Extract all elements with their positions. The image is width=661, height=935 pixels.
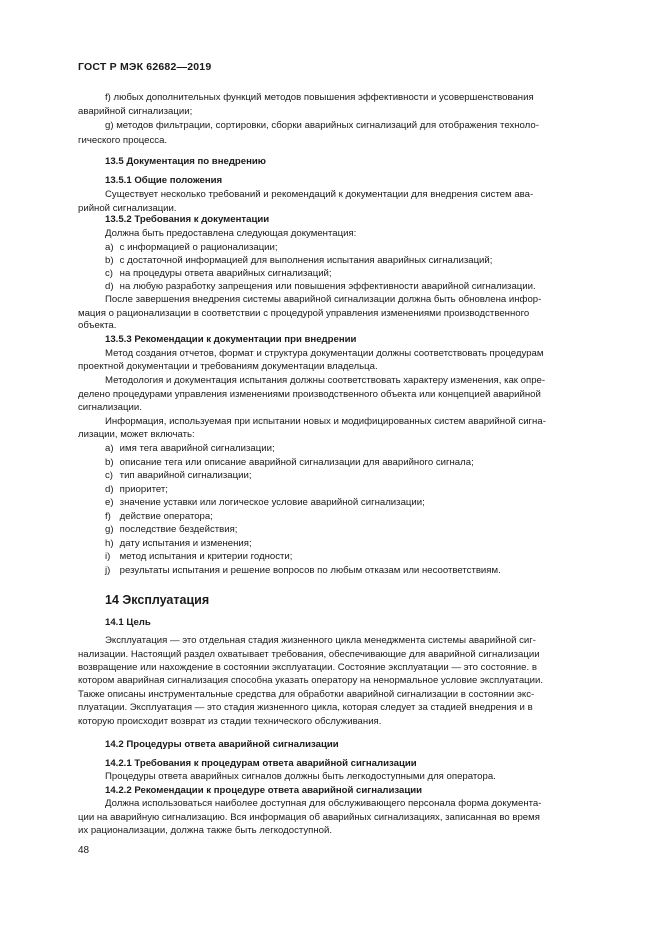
subsection-heading-14-2-1: 14.2.1 Требования к процедурам ответа аварийной сигнализации xyxy=(105,758,417,769)
subsection-heading-14-2-2: 14.2.2 Рекомендации к процедуре ответа аварийной сигнализации xyxy=(105,785,423,796)
text-line: мация о рационализации в соответствии с процедурой управления изменениями производственного xyxy=(78,308,530,319)
page-number: 48 xyxy=(78,845,90,856)
text-line: Информация, используемая при испытании новых и модифицированных систем аварийной сигна- xyxy=(105,416,546,427)
text-line: сигнализации. xyxy=(78,402,142,413)
list-marker: d) xyxy=(105,281,114,292)
list-item-text: с информацией о рационализации; xyxy=(119,242,278,253)
text-line: их рационализации, должна также быть легкодоступной. xyxy=(78,825,333,836)
list-item xyxy=(105,281,536,293)
section-heading-14: 14 Эксплуатация xyxy=(105,593,210,607)
list-marker: b) xyxy=(105,255,114,266)
text-line: котором аварийная сигнализация способна указать оператору на ненормальное условие эксплуатации. xyxy=(78,675,544,686)
list-item-text: результаты испытания и решение вопросов по любым отказам или несоответствиям. xyxy=(119,565,501,576)
list-item xyxy=(105,538,252,550)
text-line: Методология и документация испытания должны соответствовать характеру изменения, как опре- xyxy=(105,375,546,386)
list-marker: c) xyxy=(105,470,113,481)
list-item-text: действие оператора; xyxy=(119,511,213,522)
text-line: лизации, может включать: xyxy=(78,429,195,440)
list-item xyxy=(105,242,278,254)
text-line: возвращение или нахождение в состоянии эксплуатации. Состояние эксплуатации — это состояние. в xyxy=(78,662,537,673)
list-marker: a) xyxy=(105,443,114,454)
subsection-heading-13-5-1: 13.5.1 Общие положения xyxy=(105,175,223,186)
list-marker: g) xyxy=(105,524,114,535)
list-item-text: тип аварийной сигнализации; xyxy=(119,470,252,481)
text-line: Должна использоваться наиболее доступная для обслуживающего персонала форма документа- xyxy=(105,798,542,809)
list-marker: i) xyxy=(105,551,111,562)
list-item-text: на процедуры ответа аварийных сигнализаций; xyxy=(119,268,332,279)
text-line: аварийной сигнализации; xyxy=(78,106,193,117)
list-item-text: имя тега аварийной сигнализации; xyxy=(119,443,275,454)
text-line: Должна быть предоставлена следующая документация: xyxy=(105,228,357,239)
list-item xyxy=(105,551,292,563)
list-item-text: дату испытания и изменения; xyxy=(119,538,252,549)
text-line: ции на аварийную сигнализацию. Вся информация об аварийных сигнализациях, записанная во время xyxy=(78,812,540,823)
list-marker: a) xyxy=(105,242,114,253)
subsection-heading-14-1: 14.1 Цель xyxy=(105,617,151,628)
text-line: После завершения внедрения системы аварийной сигнализации должна быть обновлена инфор- xyxy=(105,294,542,305)
list-item xyxy=(105,511,213,523)
list-marker: h) xyxy=(105,538,114,549)
text-line: нализации. Настоящий раздел охватывает требования, обеспечивающие для аварийной сигнализации xyxy=(78,649,540,660)
list-marker: b) xyxy=(105,457,114,468)
list-item-text: метод испытания и критерии годности; xyxy=(119,551,293,562)
subsection-heading-13-5-3: 13.5.3 Рекомендации к документации при внедрении xyxy=(105,334,357,345)
list-item-text: последствие бездействия; xyxy=(119,524,238,535)
text-line: плуатации. Эксплуатация — это стадия жизненного цикла, которая следует за стадией внедрения и в xyxy=(78,702,533,713)
list-item-text: значение уставки или логическое условие аварийной сигнализации; xyxy=(119,497,425,508)
list-item xyxy=(105,255,492,267)
list-item xyxy=(105,497,425,509)
list-item xyxy=(105,443,275,455)
list-item-text: описание тега или описание аварийной сигнализации для аварийного сигнала; xyxy=(119,457,474,468)
list-marker: f) xyxy=(105,511,111,522)
list-item xyxy=(105,470,252,482)
text-line: Эксплуатация — это отдельная стадия жизненного цикла менеджмента системы аварийной сиг- xyxy=(105,635,536,646)
list-marker: c) xyxy=(105,268,113,279)
list-item: g) методов фильтрации, сортировки, сборки аварийных сигнализаций для отображения техноло- xyxy=(105,120,539,131)
list-item-text: приоритет; xyxy=(119,484,168,495)
subsection-heading-13-5-2: 13.5.2 Требования к документации xyxy=(105,214,270,225)
text-line: делено процедурами управления изменениями производственного объекта или концепцией аварийной xyxy=(78,389,541,400)
list-item xyxy=(105,524,237,536)
list-marker: e) xyxy=(105,497,114,508)
list-item: f) любых дополнительных функций методов повышения эффективности и усовершенствования xyxy=(105,92,534,103)
list-item xyxy=(105,457,474,469)
list-marker: d) xyxy=(105,484,114,495)
text-line: Также описаны инструментальные средства для обработки аварийной сигнализации в состоянии экс- xyxy=(78,689,535,700)
text-line: которую происходит возврат из стадии технического обслуживания. xyxy=(78,716,382,727)
text-line: Процедуры ответа аварийных сигналов должны быть легкодоступными для оператора. xyxy=(105,771,496,782)
text-line: гического процесса. xyxy=(78,135,168,146)
text-line: Существует несколько требований и рекомендаций к документации для внедрения систем ава- xyxy=(105,189,534,200)
subsection-heading-14-2: 14.2 Процедуры ответа аварийной сигнализации xyxy=(105,739,339,750)
text-line: проектной документации и требованиям документации владельца. xyxy=(78,361,378,372)
text-line: рийной сигнализации. xyxy=(78,203,177,214)
list-marker: j) xyxy=(105,565,111,576)
list-item xyxy=(105,565,501,577)
list-item-text: с достаточной информацией для выполнения испытания аварийных сигнализаций; xyxy=(119,255,493,266)
document-header: ГОСТ Р МЭК 62682—2019 xyxy=(78,61,212,73)
text-line: объекта. xyxy=(78,320,117,331)
list-item-text: на любую разработку запрещения или повышения эффективности аварийной сигнализации. xyxy=(119,281,536,292)
text-line: Метод создания отчетов, формат и структура документации должны соответствовать процедурам xyxy=(105,348,544,359)
list-item xyxy=(105,268,332,280)
list-item xyxy=(105,484,168,496)
section-heading-13-5: 13.5 Документация по внедрению xyxy=(105,156,266,167)
